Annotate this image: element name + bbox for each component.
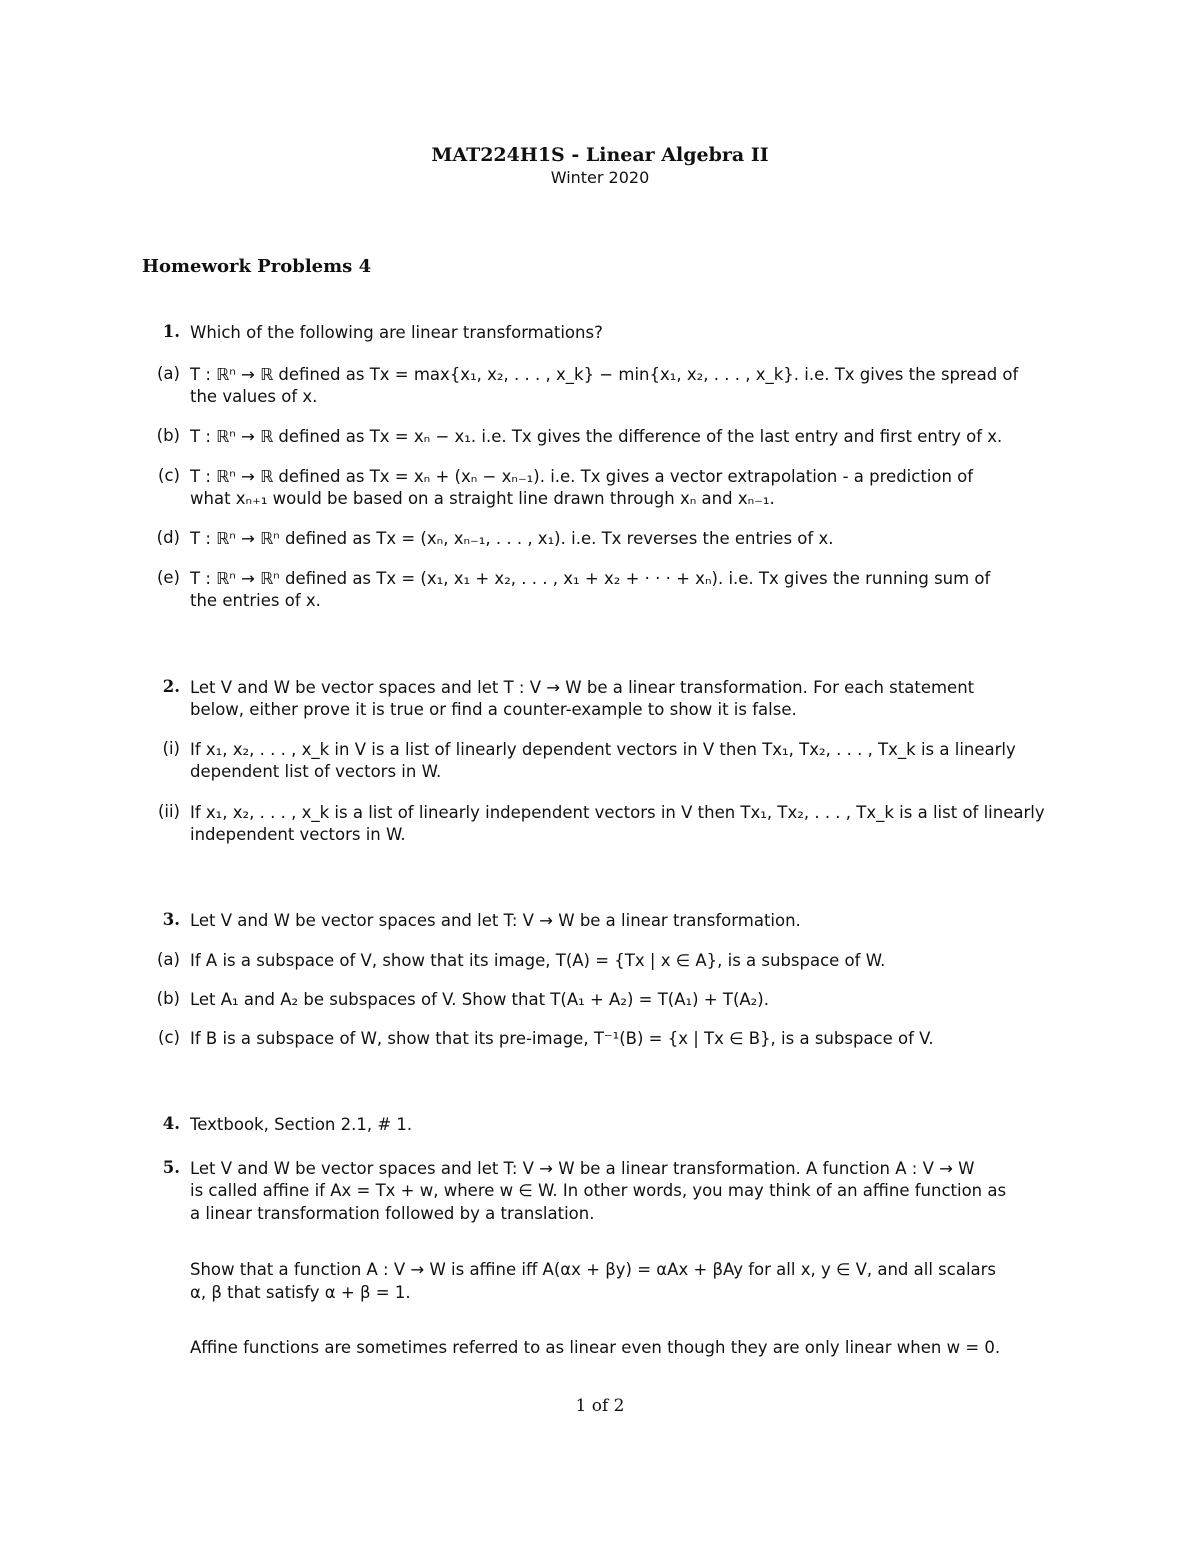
problem-1a-line-1: T : ℝⁿ → ℝ defined as Tx = max{x₁, x₂, . . . , x_k} − min{x₁, x₂, . . . , x_k}. i.e. Tx gives the spread of [190, 365, 1019, 384]
problem-5-paragraph-1-line-1: Show that a function A : V → W is affine iff A(αx + βy) = αAx + βAy for all x, y ∈ V, and all scalars [190, 1260, 997, 1279]
problem-1c-label: (c) [158, 466, 180, 485]
problem-5-paragraph-1-line-2: α, β that satisfy α + β = 1. [190, 1283, 411, 1302]
problem-1a-label: (a) [157, 364, 180, 383]
problem-5-line-2: is called affine if Ax = Tx + w, where w ∈ W. In other words, you may think of an affine function as [190, 1181, 1007, 1200]
problem-2i-line-2: dependent list of vectors in W. [190, 762, 442, 781]
problem-3c-line-1: If B is a subspace of W, show that its pre-image, T⁻¹(B) = {x | Tx ∈ B}, is a subspace of V. [190, 1029, 934, 1048]
problem-1-text: Which of the following are linear transformations? [190, 323, 603, 342]
problem-4-text: Textbook, Section 2.1, # 1. [190, 1115, 413, 1134]
problem-2i-line-1: If x₁, x₂, . . . , x_k in V is a list of linearly dependent vectors in V then Tx₁, Tx₂, . . . , Tx_k is a linearly [190, 740, 1016, 759]
problem-2ii-line-2: independent vectors in W. [190, 825, 406, 844]
term: Winter 2020 [550, 168, 650, 187]
problem-1a-line-2: the values of x. [190, 387, 318, 406]
problem-1b-label: (b) [156, 426, 180, 445]
problem-1d-label: (d) [156, 528, 180, 547]
problem-5-number: 5. [162, 1158, 180, 1177]
page-number: 1 of 2 [575, 1396, 625, 1416]
course-title: MAT224H1S - Linear Algebra II [431, 144, 769, 166]
problem-1e-line-2: the entries of x. [190, 591, 321, 610]
problem-1c-line-1: T : ℝⁿ → ℝ defined as Tx = xₙ + (xₙ − xₙ₋₁). i.e. Tx gives a vector extrapolation - a prediction of [190, 467, 974, 486]
problem-3-text: Let V and W be vector spaces and let T: V → W be a linear transformation. [190, 911, 801, 930]
problem-3-number: 3. [162, 910, 180, 929]
problem-2ii-label: (ii) [157, 802, 180, 821]
problem-5-paragraph-2-line-1: Affine functions are sometimes referred to as linear even though they are only linear when w = 0. [190, 1338, 1001, 1357]
problem-3a-label: (a) [157, 950, 180, 969]
problem-1e-label: (e) [156, 568, 180, 587]
problem-2-number: 2. [162, 677, 180, 696]
problem-1e-line-1: T : ℝⁿ → ℝⁿ defined as Tx = (x₁, x₁ + x₂, . . . , x₁ + x₂ + · · · + xₙ). i.e. Tx gives the running sum of [190, 569, 991, 588]
problem-3b-line-1: Let A₁ and A₂ be subspaces of V. Show that T(A₁ + A₂) = T(A₁) + T(A₂). [190, 990, 769, 1009]
problem-5-line-3: a linear transformation followed by a translation. [190, 1204, 595, 1223]
problem-3c-label: (c) [158, 1028, 180, 1047]
problem-3b-label: (b) [156, 989, 180, 1008]
problem-2i-label: (i) [162, 739, 180, 758]
problem-2-line-1: Let V and W be vector spaces and let T : V → W be a linear transformation. For each statement [190, 678, 975, 697]
homework-title: Homework Problems 4 [142, 256, 372, 277]
problem-1d-line-1: T : ℝⁿ → ℝⁿ defined as Tx = (xₙ, xₙ₋₁, . . . , x₁). i.e. Tx reverses the entries of x. [190, 529, 834, 548]
problem-1-number: 1. [162, 322, 180, 341]
problem-1c-line-2: what xₙ₊₁ would be based on a straight line drawn through xₙ and xₙ₋₁. [190, 489, 775, 508]
problem-2-line-2: below, either prove it is true or find a counter-example to show it is false. [190, 700, 797, 719]
problem-2ii-line-1: If x₁, x₂, . . . , x_k is a list of linearly independent vectors in V then Tx₁, Tx₂, . . . , Tx_k is a list of linearly [190, 803, 1045, 822]
problem-5-line-1: Let V and W be vector spaces and let T: V → W be a linear transformation. A function A : V → W [190, 1159, 975, 1178]
problem-3a-line-1: If A is a subspace of V, show that its image, T(A) = {Tx | x ∈ A}, is a subspace of W. [190, 951, 886, 970]
problem-1b-line-1: T : ℝⁿ → ℝ defined as Tx = xₙ − x₁. i.e. Tx gives the difference of the last entry and first entry of x. [190, 427, 1003, 446]
problem-4-number: 4. [162, 1114, 180, 1133]
